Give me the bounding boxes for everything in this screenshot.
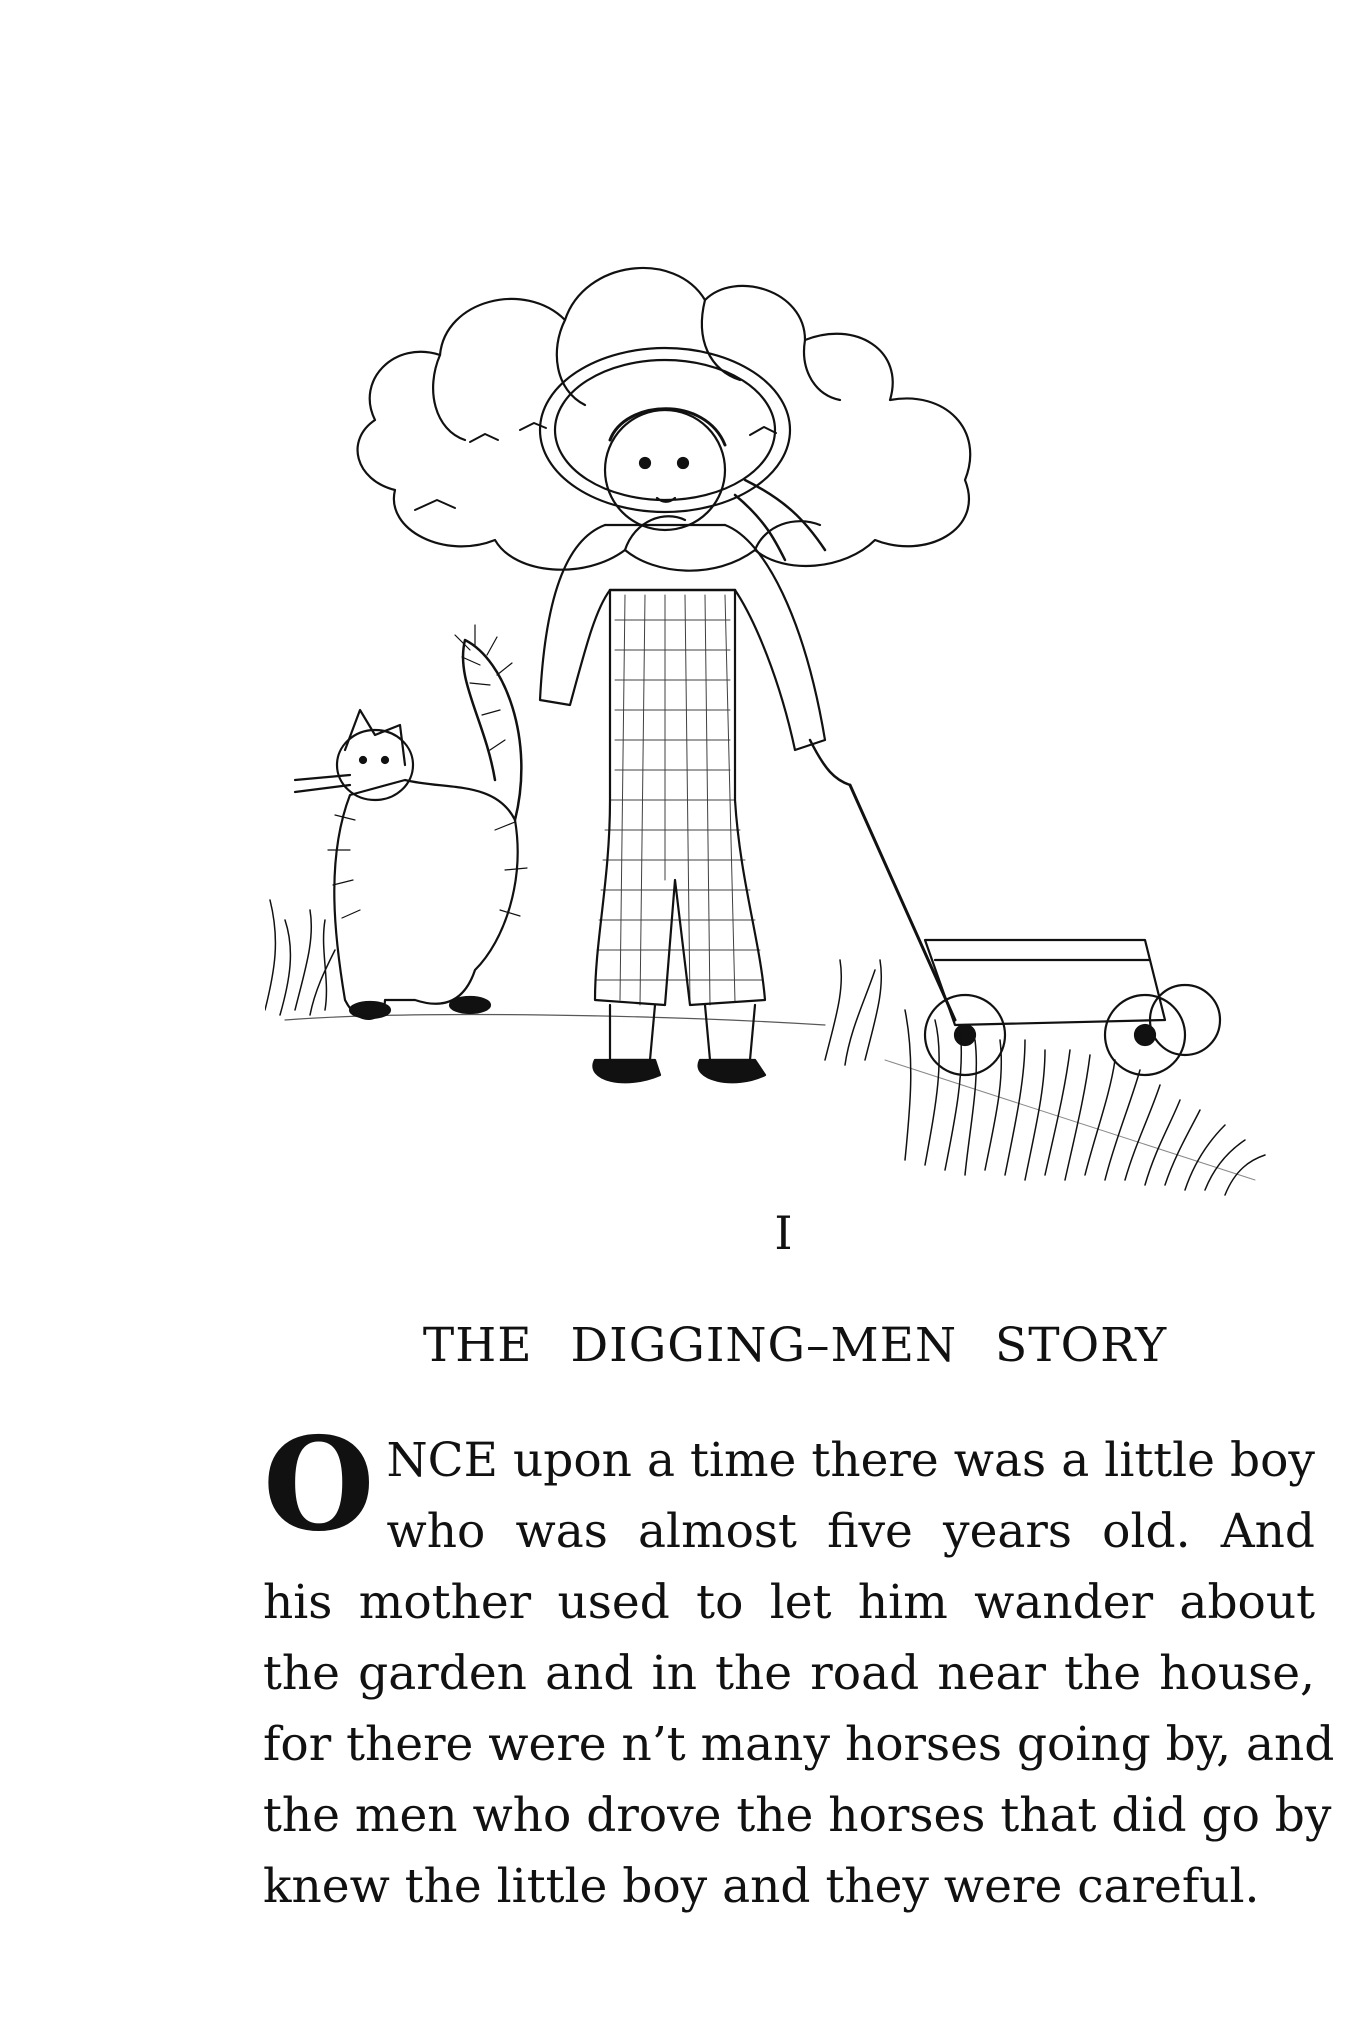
story-line: for there were n’t many horses going by, and [263, 1717, 1335, 1772]
chapter-title: THE DIGGING–MEN STORY [422, 1318, 1168, 1373]
child-icon [540, 348, 850, 1082]
wagon-icon [850, 785, 1220, 1075]
story-line: who was almost five years old. And [386, 1504, 1315, 1559]
story-line: knew the little boy and they were careful. [263, 1859, 1260, 1914]
story-line: the garden and in the road near the house, [263, 1646, 1315, 1701]
story-line: NCE upon a time there was a little boy [386, 1433, 1315, 1488]
story-paragraph [263, 1410, 1335, 1922]
grass-icon [265, 900, 1265, 1195]
story-line: his mother used to let him wander about [263, 1575, 1315, 1630]
story-line: the men who drove the horses that did go by [263, 1788, 1332, 1843]
drop-cap: O [263, 1410, 375, 1560]
chapter-number: I [774, 1206, 793, 1260]
illustration-child-cat-wagon-icon [265, 180, 1325, 1225]
